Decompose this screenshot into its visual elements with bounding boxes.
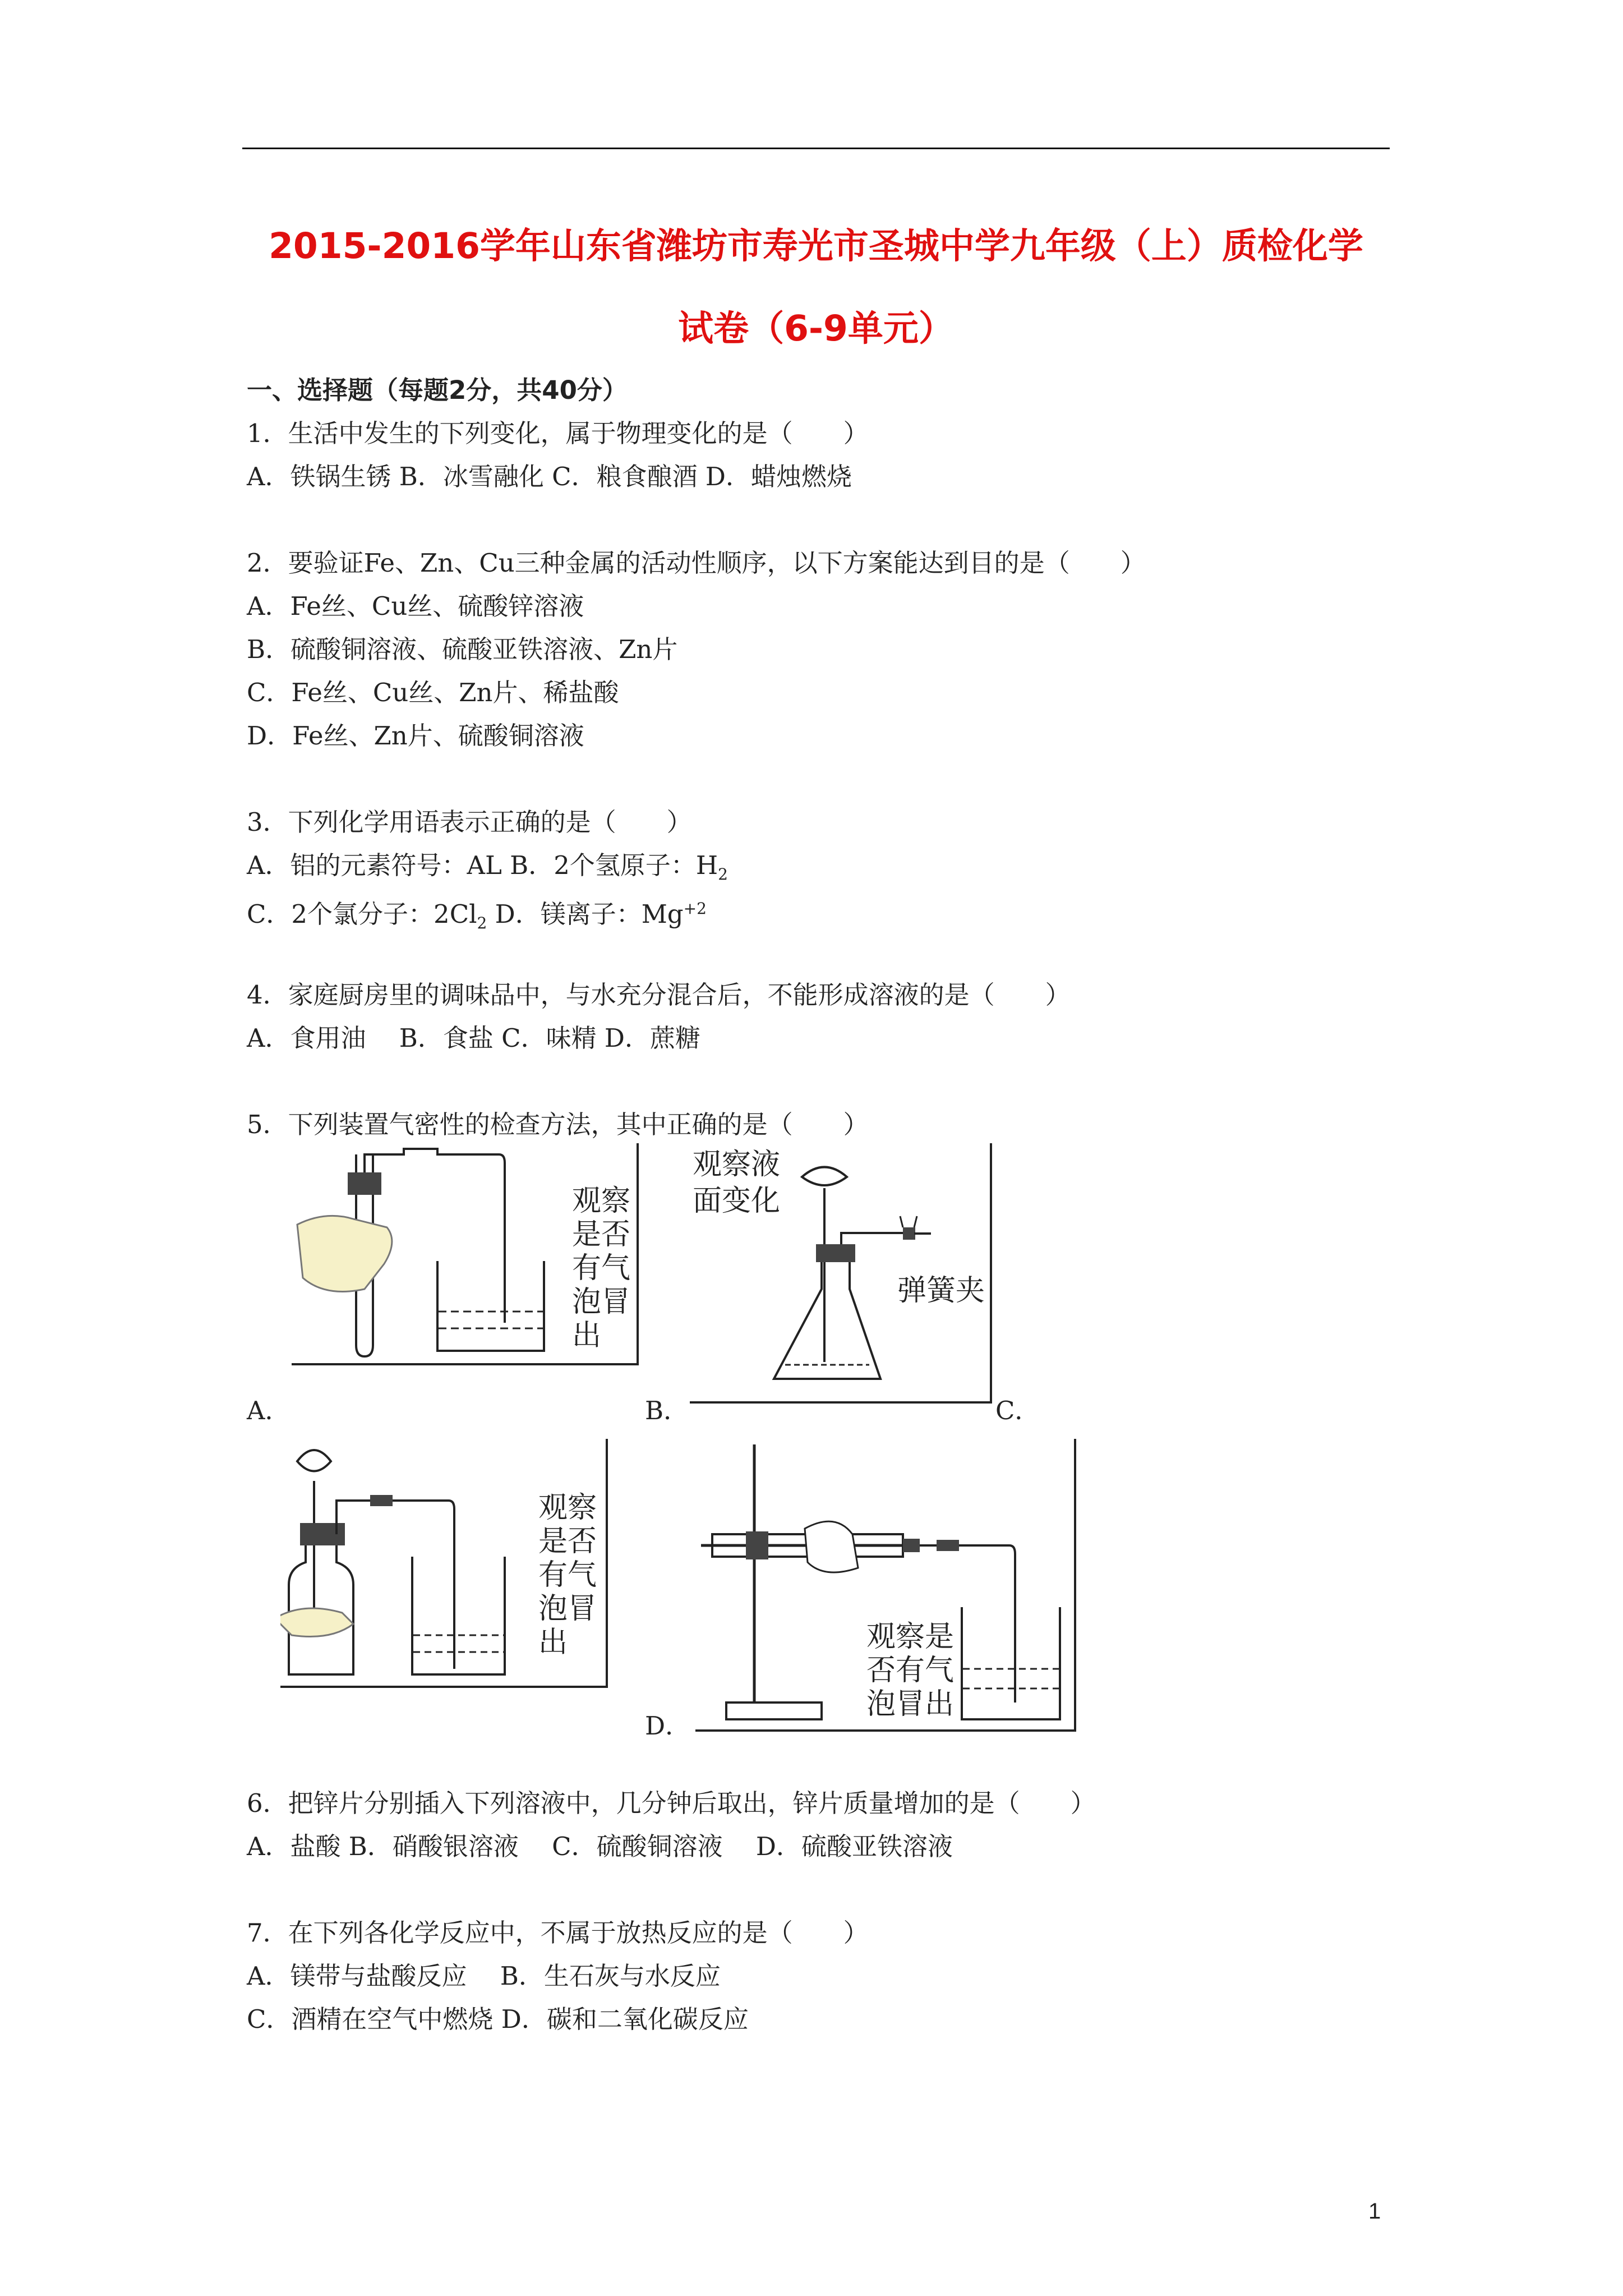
q3-text-d: D．镁离子：Mg [487,899,684,929]
q6-options: A．盐酸 B．硝酸银溶液 C．硫酸铜溶液 D．硫酸亚铁溶液 [247,1832,953,1861]
q5-label-b: B． [645,1396,689,1425]
fig-c-text-3: 有气 [538,1558,597,1592]
q5-label-d: D． [645,1711,691,1741]
fig-c-text-5: 出 [538,1626,568,1659]
fig-b-text-3: 弹簧夹 [897,1274,985,1308]
q5-label-a: A． [247,1396,291,1425]
q2-option-d: D．Fe丝、Zn片、硫酸铜溶液 [247,721,584,751]
exam-title-line1: 2015-2016学年山东省潍坊市寿光市圣城中学九年级（上）质检化学 [269,226,1363,266]
fig-a-text-5: 出 [572,1319,602,1352]
q2-option-b: B．硫酸铜溶液、硫酸亚铁溶液、Zn片 [247,634,678,664]
fig-a-text-2: 是否 [572,1218,631,1251]
q7-options-line1: A．镁带与盐酸反应 B．生石灰与水反应 [247,1961,721,1991]
page-number: 1 [1368,2199,1381,2224]
q3-stem: 3．下列化学用语表示正确的是（ ） [247,807,692,837]
q4-options: A．食用油 B．食盐 C．味精 D．蔗糖 [247,1023,700,1053]
q1-stem: 1．生活中发生的下列变化，属于物理变化的是（ ） [247,418,869,448]
q3-subscript-2: 2 [477,914,487,932]
fig-b-text-1: 观察液 [693,1148,781,1181]
q3-options-line2 [247,893,707,939]
figure-c [280,1439,608,1688]
q2-option-a: A．Fe丝、Cu丝、硫酸锌溶液 [247,591,584,621]
figure-a-drawing [292,1143,637,1363]
fig-c-text-4: 泡冒 [538,1592,597,1626]
figure-a [292,1143,639,1365]
header-rule [242,148,1390,149]
figure-d [695,1439,1076,1732]
fig-a-text-4: 泡冒 [572,1285,631,1319]
figure-d-drawing [695,1439,1074,1729]
q3-text-a: A．铝的元素符号：AL B．2个氢原子：H [247,850,718,880]
figure-b-drawing [690,1143,990,1401]
fig-d-text-1: 观察是 [866,1620,955,1654]
q1-options: A．铁锅生锈 B．冰雪融化 C．粮食酿酒 D．蜡烛燃烧 [247,462,852,491]
fig-d-text-3: 泡冒出 [866,1687,955,1721]
q7-options-line2: C．酒精在空气中燃烧 D．碳和二氧化碳反应 [247,2004,749,2034]
q4-stem: 4．家庭厨房里的调味品中，与水充分混合后，不能形成溶液的是（ ） [247,980,1071,1010]
fig-c-text-1: 观察 [538,1491,597,1525]
q3-options-line1 [247,850,728,890]
fig-a-text-1: 观察 [572,1184,631,1218]
q6-stem: 6．把锌片分别插入下列溶液中，几分钟后取出，锌片质量增加的是（ ） [247,1788,1096,1818]
q3-subscript: 2 [718,865,728,884]
fig-a-text-3: 有气 [572,1251,631,1285]
exam-title-line2: 试卷（6-9单元） [678,308,954,349]
fig-c-text-2: 是否 [538,1525,597,1558]
q5-label-c: C． [995,1396,1040,1425]
section-heading: 一、选择题（每题2分，共40分） [247,375,628,405]
q7-stem: 7．在下列各化学反应中，不属于放热反应的是（ ） [247,1918,869,1948]
q2-stem: 2．要验证Fe、Zn、Cu三种金属的活动性顺序，以下方案能达到目的是（ ） [247,548,1146,578]
figure-c-drawing [280,1439,606,1686]
q3-superscript: +2 [683,899,707,918]
q3-text-c: C．2个氯分子：2Cl [247,899,477,929]
fig-d-text-2: 否有气 [866,1654,955,1687]
fig-b-text-2: 面变化 [693,1184,781,1218]
q2-option-c: C．Fe丝、Cu丝、Zn片、稀盐酸 [247,678,619,707]
figure-b [690,1143,992,1404]
q5-stem: 5．下列装置气密性的检查方法，其中正确的是（ ） [247,1110,869,1139]
